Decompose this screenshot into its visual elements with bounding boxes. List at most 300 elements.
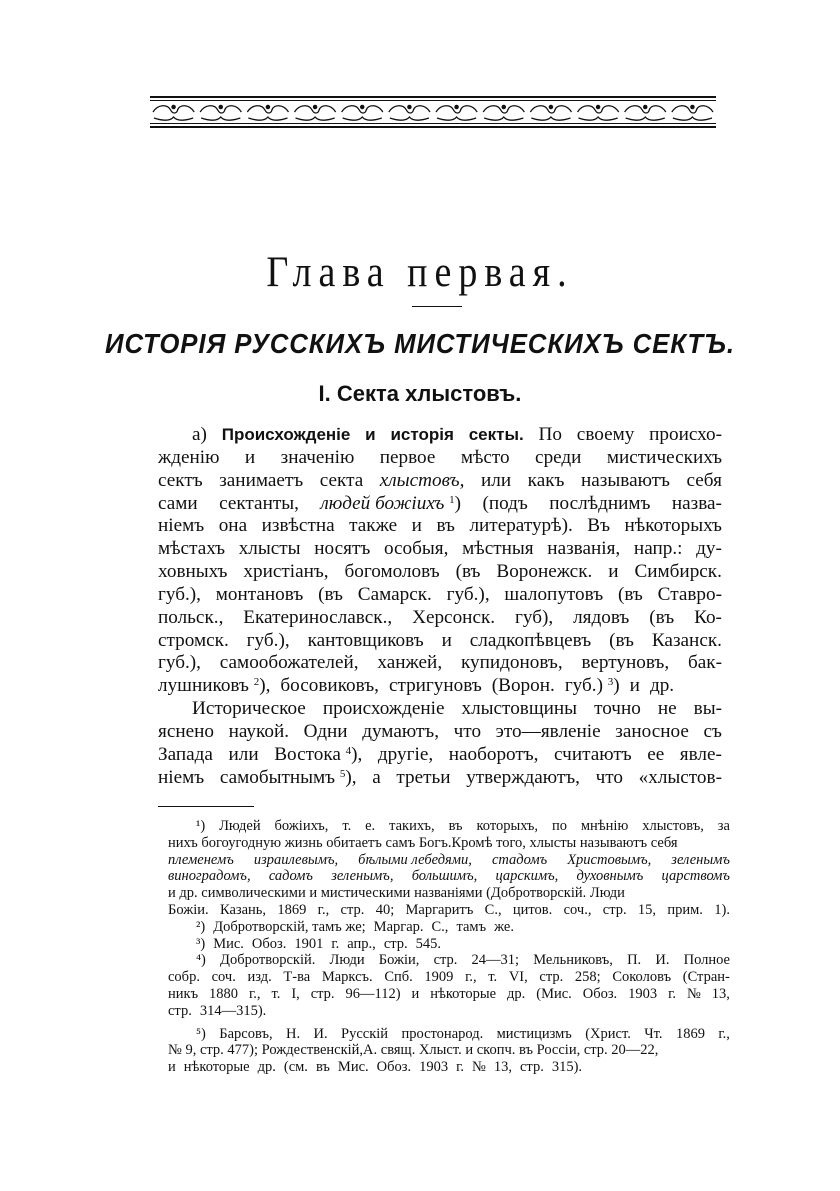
text-word: или (228, 743, 259, 765)
text-word: стр. (340, 901, 365, 918)
footnote-line (168, 868, 730, 885)
text-word: мистицизмъ (496, 1025, 572, 1042)
text-word: соч., (563, 901, 592, 918)
text-word: губ.), (158, 583, 201, 605)
text-word: за (717, 818, 730, 834)
text-word: явле- (679, 743, 722, 765)
text-word: 96—112) (345, 985, 401, 1002)
text-word: Маргаритъ (405, 901, 474, 918)
footnote-line (168, 1042, 730, 1059)
text-word: 1903 (419, 1059, 449, 1076)
ornament-dot (219, 105, 222, 108)
text-word: г. (331, 935, 340, 952)
text-word: изд. (247, 969, 272, 986)
text-word: происхо- (649, 424, 722, 445)
text-line (158, 515, 722, 538)
text-word: значенію (280, 446, 355, 468)
ornament-dot (691, 105, 694, 108)
text-word: Т-ва (283, 969, 311, 986)
text-word: хлыстовъ, (642, 818, 704, 834)
text-word: т. (342, 818, 352, 834)
text-word: среди (535, 446, 582, 468)
text-word: и др. символическими и мистическими названіями (Добротворскій. Люди (168, 885, 625, 902)
text-word: Обоз. (251, 935, 287, 952)
text-word: вы- (693, 698, 722, 720)
text-word: бѣлыми лебедями, (358, 851, 472, 868)
text-word: Соколовъ (612, 969, 672, 986)
text-word: и (411, 985, 420, 1002)
text-word: (Стран- (682, 969, 730, 986)
text-word: ду- (696, 538, 722, 560)
text-word: Симбирск. (634, 561, 722, 583)
text-word: Воронежск. (496, 561, 593, 583)
text-word: также (349, 515, 398, 537)
text-word: особыя, (383, 538, 449, 560)
text-word: Божіи. (168, 901, 209, 918)
text-word: и (608, 561, 619, 583)
text-word: Божіи, (378, 952, 420, 969)
text-word: стр. (383, 935, 408, 952)
footnote-line (168, 852, 730, 869)
text-word: мистическихъ (606, 446, 722, 468)
text-word: Ставро- (657, 583, 722, 605)
text-word: (см. (283, 1059, 308, 1076)
text-word: губ.), (246, 629, 290, 651)
text-word: Мельниковъ, (533, 952, 613, 969)
text-word: 315). (551, 1059, 583, 1076)
text-word: (Христ. (585, 1025, 631, 1042)
text-word: Добротворскій. (220, 952, 316, 969)
text-word: ховныхъ (158, 561, 228, 583)
text-word: ³) (196, 935, 206, 952)
text-word: С., (484, 901, 502, 918)
text-word: царствомъ (661, 868, 730, 885)
text-word: Въ (587, 515, 611, 537)
text-word: самобытнымъ (219, 766, 336, 788)
text-word: называютъ (581, 469, 670, 491)
text-word: Обоз. (582, 985, 618, 1002)
text-word: Чт. (644, 1025, 663, 1042)
footnote-line (168, 919, 730, 936)
text-word: VI, (508, 969, 528, 986)
text-word: Запада (158, 743, 213, 765)
text-word: Добротворскій, тамъ же; (213, 918, 366, 935)
text-word: 314—315). (199, 1002, 267, 1019)
footnote-divider (158, 806, 254, 807)
text-word: племенемъ (168, 851, 234, 868)
text-line (158, 424, 722, 447)
footnote-line (168, 986, 730, 1003)
text-word: наукой. (228, 720, 290, 742)
text-word: цитов. (512, 901, 553, 918)
text-word: И. (655, 952, 670, 969)
footnote-line (168, 902, 730, 919)
ornament-dot (644, 105, 647, 108)
text-word: людей божіихъ (320, 492, 445, 514)
footnote-line (168, 1026, 730, 1043)
footnote-line (168, 835, 730, 852)
text-word: духовнымъ (576, 868, 644, 885)
text-word: литературѣ). (469, 515, 573, 537)
text-word: 15, (637, 901, 657, 918)
text-line (158, 675, 722, 698)
text-line (158, 721, 722, 744)
footnote-ref: 2 (253, 676, 260, 689)
text-word: ²) (196, 918, 206, 935)
text-word: хлыстовъ, (379, 469, 465, 491)
text-word: большимъ, (411, 868, 478, 885)
text-word: третьи (396, 766, 451, 788)
text-word: садомъ (268, 868, 313, 885)
text-word: ), (345, 766, 357, 788)
text-word: занимаетъ (219, 469, 304, 491)
text-word: 1869 (277, 901, 307, 918)
text-word: и (244, 446, 256, 468)
text-line (158, 607, 722, 630)
text-word: названія, (547, 538, 621, 560)
text-word: (въ (649, 606, 675, 628)
text-word: босовиковъ, (280, 675, 379, 697)
text-word: божіихъ, (274, 818, 329, 834)
text-word: г., (465, 969, 477, 986)
text-word: Людей (219, 818, 261, 834)
text-line (158, 767, 722, 790)
text-word: (подъ (482, 492, 528, 514)
text-word: не (657, 698, 677, 720)
text-line (158, 630, 722, 653)
text-word: съ (703, 720, 722, 742)
text-word: нѣкоторые (430, 985, 497, 1002)
text-word: въ (448, 818, 463, 834)
text-word: Мис. (213, 935, 244, 952)
text-word: хлысты (238, 538, 301, 560)
text-word: яснено (158, 720, 214, 742)
text-word: стригуновъ (388, 675, 482, 697)
text-word: Самарск. (357, 583, 432, 605)
text-word: и (411, 515, 422, 537)
text-word: (Ворон. (491, 675, 555, 697)
text-word: христіанъ, (243, 561, 329, 583)
text-word: простонарод. (401, 1025, 484, 1042)
text-word: Н. (286, 1025, 301, 1042)
title-divider (412, 306, 462, 307)
text-word: е. (365, 818, 376, 834)
text-word: польск., (158, 606, 224, 628)
footnote-line (168, 936, 730, 953)
text-line (158, 493, 722, 516)
text-word: стр. (539, 969, 564, 986)
text-word: (въ (455, 561, 481, 583)
text-word: исторія (390, 425, 454, 444)
text-word: прим. (667, 901, 703, 918)
ornament-dot (596, 105, 599, 108)
text-word: тамъ (456, 918, 487, 935)
text-word: 13, (493, 1059, 512, 1076)
footnote-ref: 3 (607, 676, 614, 689)
text-word: Историческое (192, 698, 306, 720)
text-word: ¹) (196, 818, 206, 834)
text-word: купидоновъ, (460, 652, 563, 674)
text-word: въ (315, 1059, 330, 1076)
text-word: заносное (615, 720, 689, 742)
text-word: извѣстна (261, 515, 335, 537)
ornament-dot (172, 105, 175, 108)
text-word: Казань, (219, 901, 267, 918)
ornament-dot (549, 105, 552, 108)
text-line (158, 584, 722, 607)
text-word: 1869 (675, 1025, 705, 1042)
text-word: 1903 (628, 985, 658, 1002)
text-word: хлыстовщины (461, 698, 578, 720)
text-word: мѣстахъ (158, 538, 225, 560)
text-word: и (629, 675, 640, 697)
text-word: губ.), (446, 583, 490, 605)
text-word: стр. (602, 901, 627, 918)
text-word: губ), (515, 606, 554, 628)
text-word: Востока (274, 743, 341, 765)
text-word: богомоловъ (344, 561, 440, 583)
text-word: г. (668, 985, 677, 1002)
text-word: и (441, 629, 452, 651)
text-word: сами (158, 492, 198, 514)
text-word: что (595, 766, 623, 788)
text-word: «хлыстов- (638, 766, 722, 788)
text-word: ее (647, 743, 665, 765)
text-word: Одни (303, 720, 348, 742)
text-word: др. (649, 675, 675, 697)
ornament-dot (502, 105, 505, 108)
text-word: ) (613, 675, 620, 697)
text-word: губ.), (158, 652, 201, 674)
text-word: Херсонск. (412, 606, 496, 628)
footnote-ref: 5 (339, 767, 346, 780)
text-line (158, 698, 722, 721)
ornament-dot (361, 105, 364, 108)
text-word: № 9, стр. 477); Рождественскій,А. свящ. Хлыст. и скопч. въ Россіи, стр. 20—22, (168, 1042, 659, 1059)
text-word: апр., (347, 935, 376, 952)
ornament-dot (455, 105, 458, 108)
text-word: Барсовъ, (219, 1025, 273, 1042)
footnote-line (168, 952, 730, 969)
text-word: стр. (168, 1002, 192, 1019)
text-word: такихъ, (389, 818, 435, 834)
text-word: Мис. (337, 1059, 369, 1076)
text-line (158, 538, 722, 561)
text-word: кантовщиковъ (307, 629, 424, 651)
text-word: это—явленіе (495, 720, 601, 742)
text-word: Обоз. (376, 1059, 412, 1076)
text-word: (въ (318, 583, 343, 605)
text-word: въ (436, 515, 455, 537)
footnote-line (168, 1059, 730, 1076)
text-line (158, 744, 722, 767)
text-word: никъ (168, 985, 199, 1002)
text-word: Христовымъ, (567, 851, 652, 868)
text-word: другіе, (377, 743, 434, 765)
text-word: 545. (415, 935, 442, 952)
text-word: она (218, 515, 248, 537)
text-word: мнѣнію (580, 818, 629, 834)
text-word: бак- (687, 652, 722, 674)
text-word: считаютъ (554, 743, 632, 765)
text-word: по (551, 818, 567, 834)
text-word: 258; (574, 969, 601, 986)
text-word: Марксъ. (321, 969, 373, 986)
text-word: носятъ (314, 538, 371, 560)
text-word: мѣсто (460, 446, 510, 468)
text-word: ), (351, 743, 363, 765)
text-word: сладкопѣвцевъ (469, 629, 592, 651)
text-word: секта (319, 469, 364, 491)
text-word: Ко- (694, 606, 722, 628)
text-word: губ.) (564, 675, 603, 697)
text-word: которыхъ, (476, 818, 539, 834)
footnote-line (168, 1003, 730, 1020)
text-word: 24—31; (471, 952, 520, 969)
text-line (158, 470, 722, 493)
text-word: т. (271, 985, 281, 1002)
text-word: (Мис. (536, 985, 572, 1002)
footnote-line (168, 885, 730, 902)
text-word: стр. (310, 985, 335, 1002)
text-word: Русскій (341, 1025, 389, 1042)
text-word: жденію (158, 446, 220, 468)
text-word: ⁴) (196, 952, 206, 969)
text-word: царскимъ, (495, 868, 559, 885)
ornament-dot (408, 105, 411, 108)
text-word: секты. (468, 425, 524, 444)
text-word: 40; (375, 901, 395, 918)
text-word: др. (257, 1059, 276, 1076)
text-word: сектанты, (219, 492, 299, 514)
text-word: а) (192, 424, 207, 445)
text-line (158, 652, 722, 675)
section-title: ИСТОРІЯ РУССКИХЪ МИСТИЧЕСКИХЪ СЕКТЪ. (105, 328, 735, 359)
text-word: Полное (683, 952, 730, 969)
text-word: а (372, 766, 381, 788)
text-word: ) (454, 492, 462, 514)
text-word: Спб. (384, 969, 413, 986)
text-word: № (472, 1059, 486, 1076)
text-word: По (538, 424, 562, 445)
text-word: назва- (671, 492, 722, 514)
text-word: ніемъ (158, 766, 205, 788)
text-word: виноградомъ, (168, 868, 251, 885)
decorative-ornament-band (150, 95, 716, 131)
text-word: 1). (714, 901, 730, 918)
text-word: Люди (329, 952, 365, 969)
footnote-ref: 4 (345, 744, 352, 757)
text-word: лушниковъ (158, 675, 249, 697)
text-word: г. (456, 1059, 465, 1076)
text-word: нѣкоторыхъ (624, 515, 722, 537)
text-word: Екатеринославск., (243, 606, 393, 628)
text-word: что (453, 720, 482, 742)
text-word: др. (507, 985, 526, 1002)
text-word: № (686, 985, 701, 1002)
footnotes (168, 818, 730, 1076)
text-word: 1880 (209, 985, 239, 1002)
text-word: (въ (609, 629, 634, 651)
text-word: зеленымъ (671, 851, 730, 868)
text-word: (въ (617, 583, 643, 605)
text-word: лядовъ (573, 606, 630, 628)
text-word: стр. (433, 952, 458, 969)
text-word: I, (291, 985, 300, 1002)
text-word: себя (686, 469, 722, 491)
text-word: г., (718, 1025, 730, 1042)
body-text (158, 424, 722, 790)
text-word: зеленымъ, (331, 868, 394, 885)
text-word: собр. (168, 969, 200, 986)
text-word: ханжей, (377, 652, 443, 674)
text-word: первое (379, 446, 436, 468)
text-word: самообожателей, (219, 652, 359, 674)
text-word: напр.: (633, 538, 683, 560)
text-word: Маргар. (373, 918, 424, 935)
text-word: 1901 (294, 935, 324, 952)
ornament-dot (266, 105, 269, 108)
text-line (158, 447, 722, 470)
text-word: какъ (527, 469, 565, 491)
text-word: и (365, 425, 376, 444)
text-line (158, 561, 722, 584)
text-word: наоборотъ, (448, 743, 539, 765)
text-word: думаютъ, (362, 720, 440, 742)
text-word: стромск. (158, 629, 229, 651)
text-word: израилевымъ, (253, 851, 339, 868)
text-word: г., (248, 985, 261, 1002)
text-word: т. (488, 969, 498, 986)
text-word: ⁵) (196, 1025, 206, 1042)
text-word: же. (494, 918, 514, 935)
text-word: ), (259, 675, 271, 697)
footnote-line (168, 818, 730, 835)
text-word: соч. (211, 969, 236, 986)
text-word: монтановъ (215, 583, 304, 605)
text-word: утверждаютъ, (466, 766, 580, 788)
text-word: стадомъ (491, 851, 548, 868)
text-word: нихъ богоугодную жизнь обитаетъ самъ Богъ.Кромѣ того, хлысты называютъ себя (168, 834, 678, 851)
text-word: мѣстныя (462, 538, 534, 560)
text-word: вертуновъ, (581, 652, 670, 674)
text-word: 13, (711, 985, 730, 1002)
text-word: своему (576, 424, 635, 445)
text-word: П. (627, 952, 642, 969)
text-word: послѣднимъ (549, 492, 651, 514)
text-word: точно (594, 698, 641, 720)
text-word: шалопутовъ (504, 583, 604, 605)
text-word: или (481, 469, 512, 491)
subsection-title: I. Секта хлыстовъ. (318, 381, 522, 406)
text-word: происхожденіе (322, 698, 445, 720)
text-word: стр. (520, 1059, 544, 1076)
text-word: С., (431, 918, 449, 935)
text-word: Происхожденіе (221, 425, 351, 444)
chapter-title: Глава первая. (266, 247, 574, 297)
text-word: и (168, 1059, 176, 1076)
ornament-dot (313, 105, 316, 108)
text-word: сектъ (158, 469, 203, 491)
text-word: ніемъ (158, 515, 205, 537)
text-word: нѣкоторые (183, 1059, 250, 1076)
footnote-ref: 1 (449, 493, 455, 506)
text-word: И. (313, 1025, 328, 1042)
footnote-line (168, 969, 730, 986)
text-word: 1909 (424, 969, 454, 986)
text-word: Казанск. (651, 629, 722, 651)
text-word: г., (317, 901, 330, 918)
